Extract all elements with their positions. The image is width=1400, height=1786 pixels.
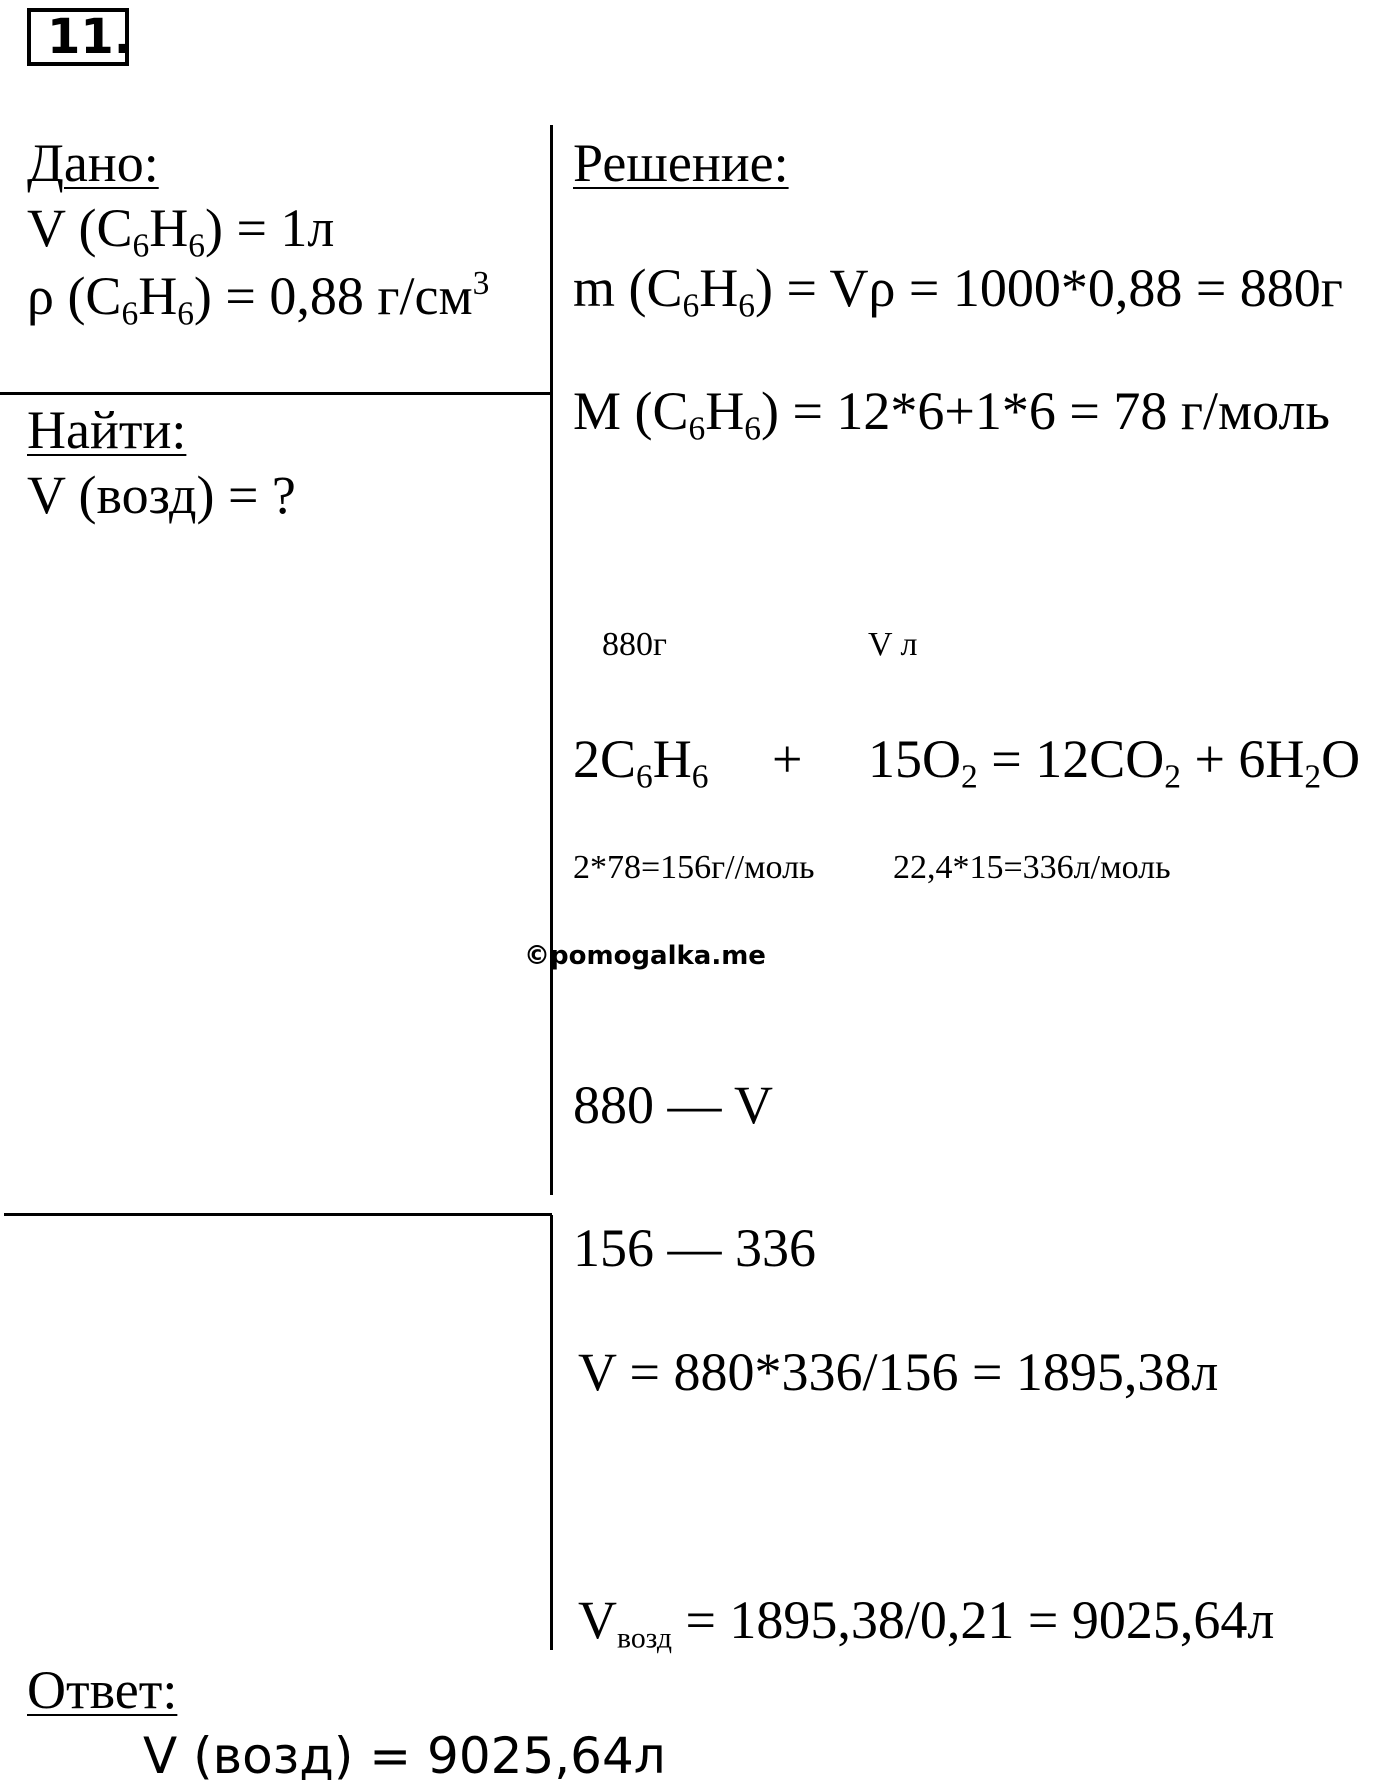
lower-divider	[4, 1213, 552, 1216]
vertical-divider-bottom	[550, 1215, 553, 1650]
find-heading: Найти:	[27, 400, 187, 460]
vertical-divider-top	[550, 125, 553, 1195]
air-volume-result: $V_{возд} = 1895,38/0,21 = 9025,64л$	[578, 1590, 1275, 1655]
answer-value: V (возд) = 9025,64л	[143, 1727, 666, 1785]
proportion-row-2: 156 — 336	[573, 1218, 816, 1278]
oxygen-volume-label: V л	[868, 626, 918, 663]
reaction-benzene: $2C_6H_6$	[573, 729, 709, 796]
proportion-row-1: 880 — V	[573, 1075, 774, 1135]
given-volume: V $(C_6H_6) = 1л$	[27, 198, 335, 265]
reaction-products: $15O_2 = 12CO_2 + 6H_2O$	[868, 729, 1361, 796]
solution-heading: Решение:	[573, 133, 789, 193]
reaction-plus: +	[772, 729, 803, 789]
answer-heading: Ответ:	[27, 1660, 178, 1720]
given-density: ρ $(C_6H_6) = 0,88$ $г/см^3$	[27, 264, 490, 333]
given-find-divider	[0, 392, 552, 395]
oxygen-molar-volume-label: 22,4*15=336л/моль	[893, 849, 1171, 886]
oxygen-volume-result: V = 880*336/156 = 1895,38л	[578, 1342, 1219, 1402]
molar-mass-calculation: M $(C_6H_6) = 12*6+1*6 = 78$ г/моль	[573, 381, 1331, 448]
benzene-molar-label: 2*78=156г//моль	[573, 849, 815, 886]
task-number: 11.	[27, 8, 129, 66]
find-air-volume: V (возд) = ?	[27, 465, 296, 525]
watermark: ©pomogalka.me	[524, 941, 766, 971]
benzene-mass-label: 880г	[602, 626, 667, 663]
mass-calculation: m $(C_6H_6) = V\rho = 1000*0,88 = 880г$	[573, 258, 1343, 325]
given-heading: Дано:	[27, 133, 159, 193]
